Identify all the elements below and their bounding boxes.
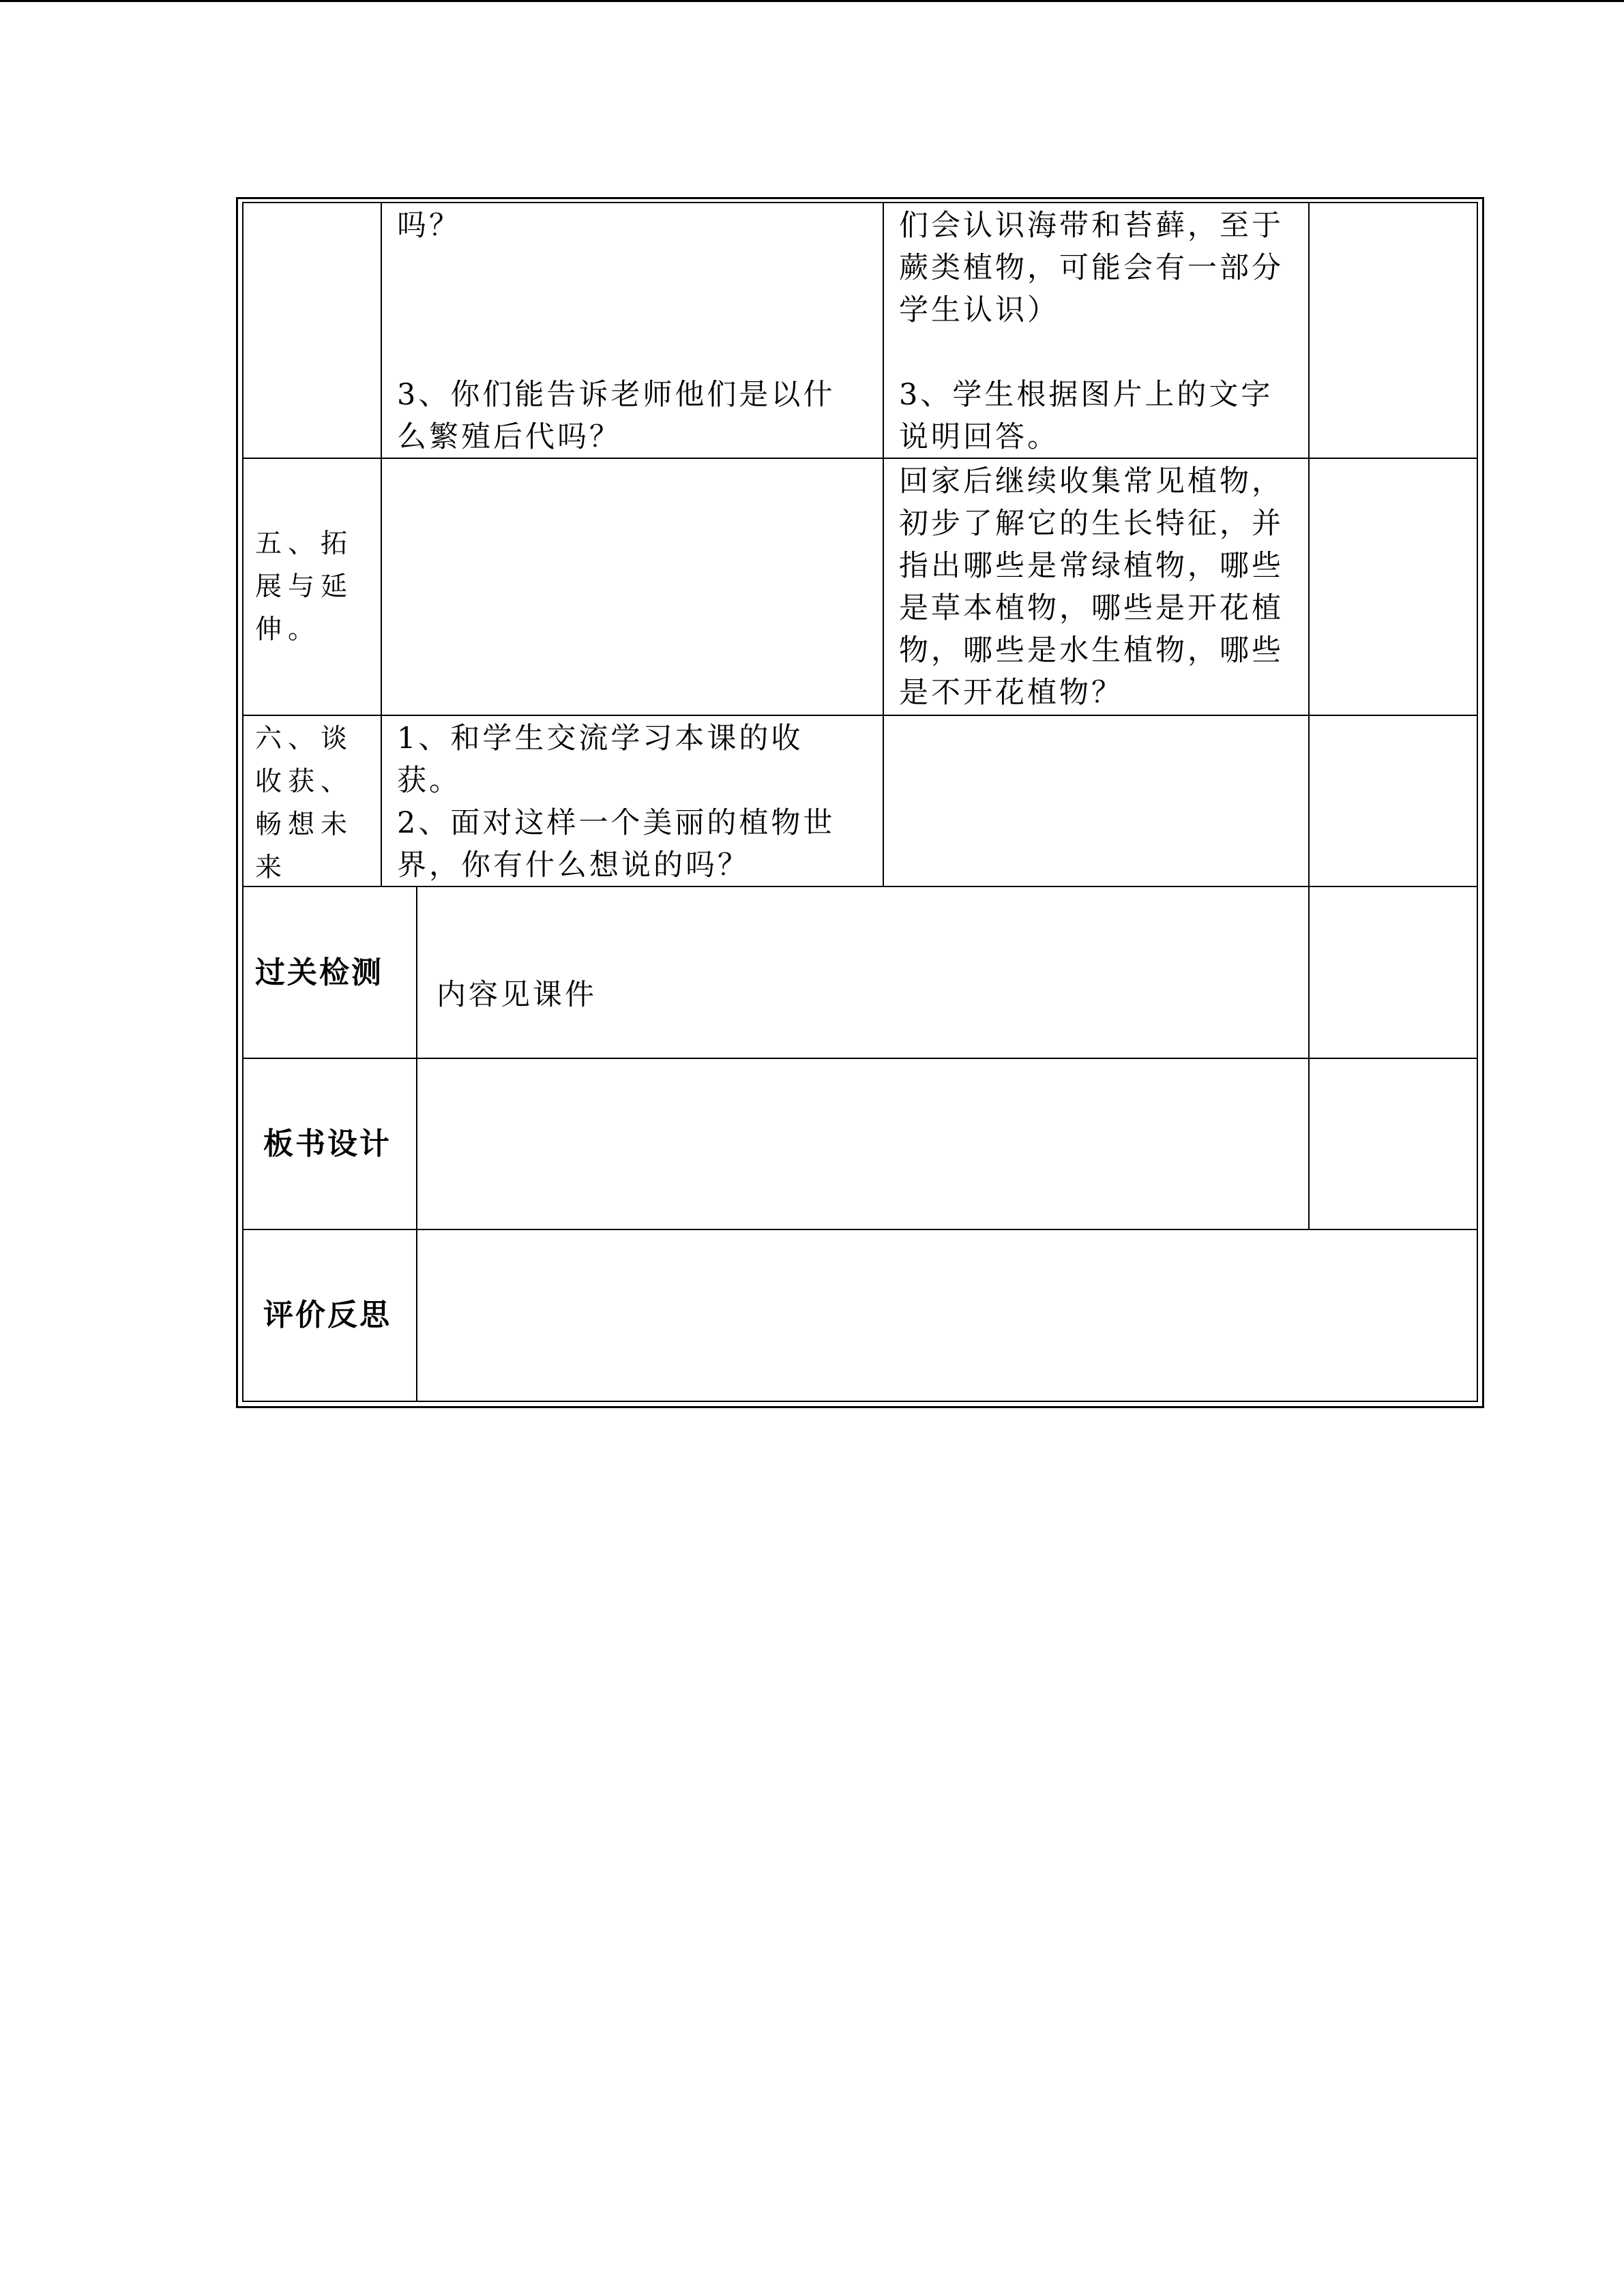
- row-divider: [242, 715, 1478, 716]
- teacher-activity-cell: 1、和学生交流学习本课的收 获。 2、面对这样一个美丽的植物世 界，你有什么想说的吗？: [397, 721, 836, 882]
- teacher-activity-cell: 吗？ 3、你们能告诉老师他们是以什 么繁殖后代吗？: [397, 209, 836, 454]
- student-activity-cell: 回家后继续收集常见植物， 初步了解它的生长特征，并 指出哪些是常绿植物，哪些 是草本植物，哪些是开花植 物，哪些是水生植物，哪些 是不开花植物？: [899, 464, 1284, 710]
- column-divider: [416, 886, 417, 1402]
- section-label-reflection: 评价反思: [263, 1298, 392, 1332]
- row-divider: [242, 1058, 1478, 1059]
- column-divider: [883, 202, 884, 887]
- section-content-assessment: 内容见课件: [437, 978, 597, 1012]
- stage-cell: 六、谈 收获、 畅想未 来: [255, 724, 354, 883]
- page-top-rule: [0, 0, 1624, 2]
- section-label-board-design: 板书设计: [263, 1127, 392, 1161]
- column-divider: [1308, 202, 1310, 1229]
- section-label-assessment: 过关检测: [255, 955, 383, 990]
- stage-cell: 五、拓 展与延 伸。: [255, 528, 354, 645]
- row-divider: [242, 1229, 1478, 1230]
- student-activity-cell: 们会认识海带和苔藓，至于 蕨类植物，可能会有一部分 学生认识） 3、学生根据图片上的文字 说明回答。: [899, 209, 1284, 454]
- column-divider: [381, 202, 382, 887]
